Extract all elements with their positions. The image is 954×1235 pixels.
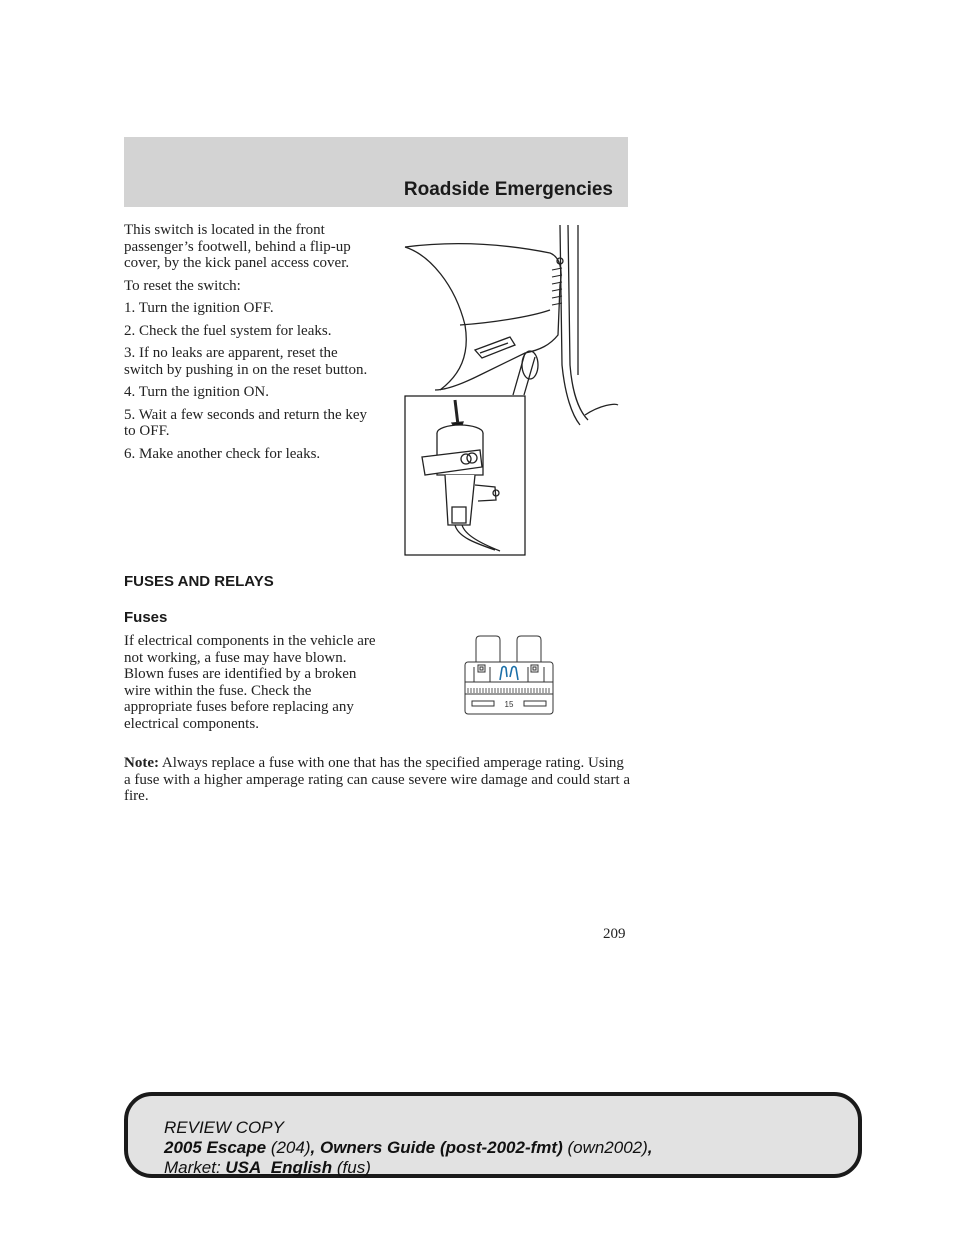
step-item: 3. If no leaks are apparent, reset the switch by pushing in on the reset button. [124, 345, 368, 378]
step-item: 2. Check the fuel system for leaks. [124, 322, 332, 339]
note-paragraph [124, 755, 630, 805]
fuse-amperage-label: 15 [504, 700, 514, 709]
fuses-paragraph [124, 633, 379, 738]
note-text: Always replace a fuse with one that has the specified amperage rating. Using a fuse with a higher amperage rating can cause severe wire damage and could start a fire. [124, 755, 631, 804]
section-header-band [124, 137, 628, 207]
review-copy-label: REVIEW COPY [164, 1118, 284, 1137]
footer-model-line: 2005 Escape (204), Owners Guide (post-2002-fmt) (own2002), [164, 1138, 653, 1157]
review-copy-footer [124, 1092, 862, 1178]
paragraph: If electrical components in the vehicle are not working, a fuse may have blown. Blown fuses are identified by a broken wire within the fuse. Check the appropriate fuses before replacing any electrical components. [124, 633, 376, 732]
step-item: 1. Turn the ignition OFF. [124, 300, 274, 316]
note-label: Note: [124, 755, 159, 771]
section-heading: FUSES AND RELAYS [124, 573, 274, 590]
footer-market-line: Market: USA_English (fus) [164, 1158, 371, 1177]
fuse-illustration [462, 632, 556, 716]
paragraph: To reset the switch: [124, 277, 241, 294]
paragraph: This switch is located in the front passenger’s footwell, behind a flip-up cover, by the kick panel access cover. [124, 222, 351, 271]
inertia-switch-illustration [400, 225, 630, 560]
page-number: 209 [603, 926, 626, 942]
step-item: 5. Wait a few seconds and return the key to OFF. [124, 406, 368, 439]
footer-text [164, 1118, 653, 1178]
step-item: 6. Make another check for leaks. [124, 445, 321, 462]
page-title: Roadside Emergencies [403, 179, 613, 200]
reset-instructions [124, 222, 379, 468]
subsection-heading: Fuses [124, 609, 168, 626]
step-item: 4. Turn the ignition ON. [124, 384, 270, 400]
